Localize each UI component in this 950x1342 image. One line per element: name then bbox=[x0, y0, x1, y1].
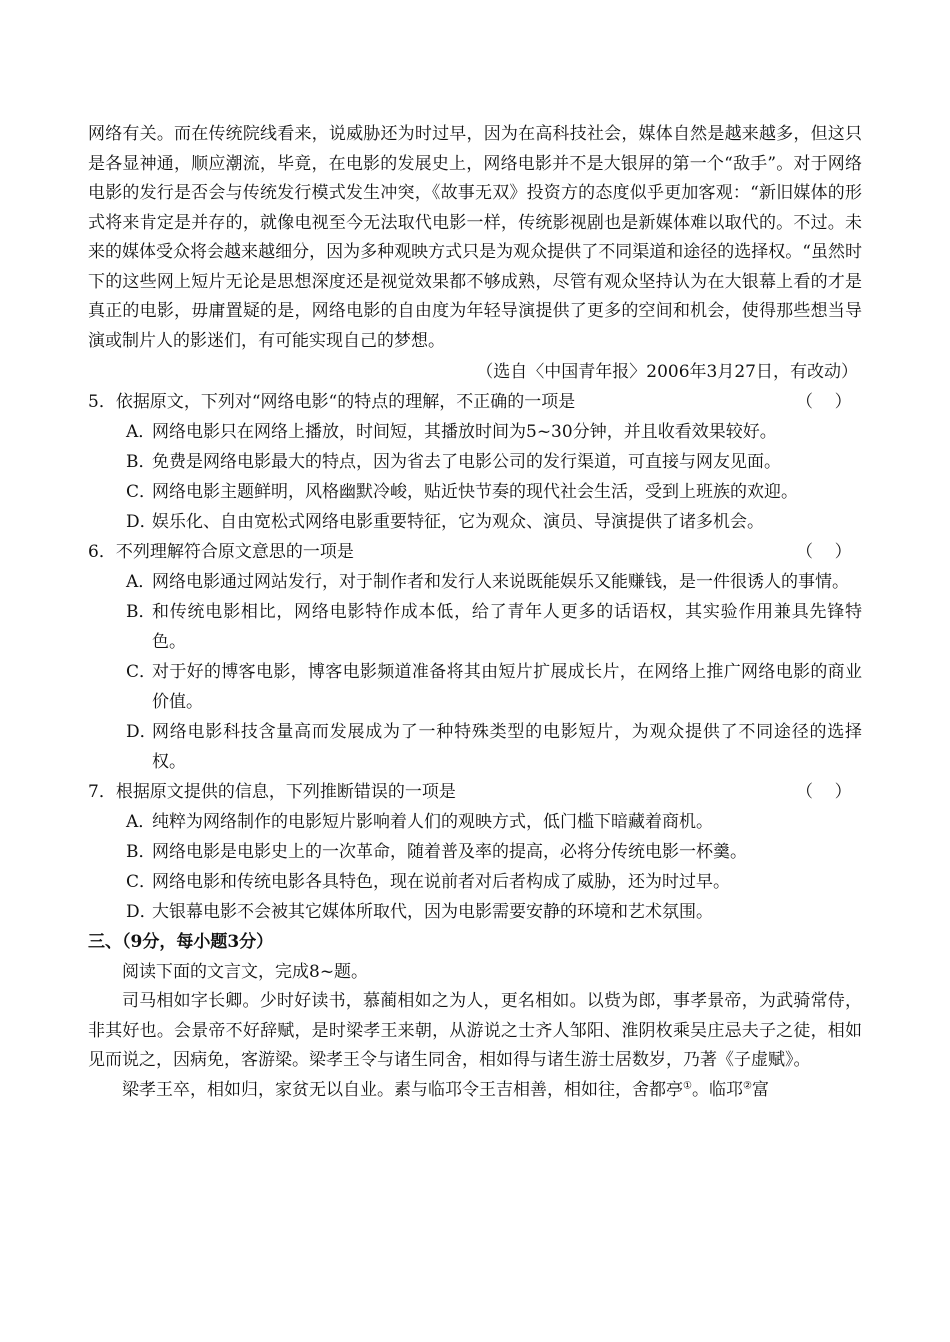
question-5 bbox=[88, 387, 862, 537]
answer-bracket: （ ） bbox=[796, 392, 852, 412]
option-6c: C． 对于好的博客电影，博客电影频道准备将其由短片扩展成长片，在网络上推广网络电影的商业价值。 bbox=[126, 662, 862, 712]
option-7b: B． 网络电影是电影史上的一次革命，随着普及率的提高，必将分传统电影一杯羹。 bbox=[126, 842, 747, 862]
option-6d: D． 网络电影科技含量高而发展成为了一种特殊类型的电影短片，为观众提供了不同途径的选择权。 bbox=[126, 722, 862, 772]
option-5c: C． 网络电影主题鲜明，风格幽默冷峻，贴近快节奏的现代社会生活，受到上班族的欢迎。 bbox=[126, 482, 798, 502]
question-6-stem: 6．不列理解符合原文意思的一项是 bbox=[88, 542, 354, 562]
footnote-1-marker: ① bbox=[683, 1079, 692, 1091]
section-3-heading: 三、（9分，每小题3分） bbox=[88, 932, 274, 952]
answer-bracket: （ ） bbox=[796, 782, 852, 802]
option-7c: C． 网络电影和传统电影各具特色，现在说前者对后者构成了威胁，还为时过早。 bbox=[126, 872, 730, 892]
option-5b: B． 免费是网络电影最大的特点，因为省去了电影公司的发行渠道，可直接与网友见面。 bbox=[126, 452, 781, 472]
question-6 bbox=[88, 537, 862, 777]
option-5a: A． 网络电影只在网络上播放，时间短，其播放时间为5~30分钟，并且收看效果较好。 bbox=[126, 422, 777, 442]
section-3-instruction: 阅读下面的文言文，完成8~题。 bbox=[122, 962, 369, 982]
option-6a: A． 网络电影通过网站发行，对于制作者和发行人来说既能娱乐又能赚钱，是一件很诱人的事情。 bbox=[126, 572, 849, 592]
source-citation: （选自〈中国青年报〉2006年3月27日，有改动） bbox=[476, 362, 858, 382]
footnote-2-marker: ② bbox=[742, 1079, 752, 1091]
passage-paragraph: 网络有关。而在传统院线看来，说威胁还为时过早，因为在高科技社会，媒体自然是越来越多，但这只是各显神通，顺应潮流，毕竟，在电影的发展史上，网络电影并不是大银屏的第一个“敌手”。对于网络电影的发行是否会与传统发行模式发生冲突，《故事无双》投资方的态度似乎更加客观：“新旧媒体的形式将来肯定是并存的，就像电视至今无法取代电影一样，传统影视剧也是新媒体难以取代的。不过。未来的媒体受众将会越来越细分，因为多种观映方式只是为观众提供了不同渠道和途径的选择权。“虽然时下的这些网上短片无论是思想深度还是视觉效果都不够成熟，尽管有观众坚持认为在大银幕上看的才是真正的电影，毋庸置疑的是，网络电影的自由度为年轻导演提供了更多的空间和机会，使得那些想当导演或制片人的影迷们，有可能实现自己的梦想。 bbox=[88, 124, 862, 351]
answer-bracket: （ ） bbox=[796, 542, 852, 562]
question-7 bbox=[88, 777, 862, 927]
question-7-stem: 7．根据原文提供的信息，下列推断错误的一项是 bbox=[88, 782, 456, 802]
option-7a: A． 纯粹为网络制作的电影短片影响着人们的观映方式，低门槛下暗藏着商机。 bbox=[126, 812, 713, 832]
option-5d: D． 娱乐化、自由宽松式网络电影重要特征，它为观众、演员、导演提供了诸多机会。 bbox=[126, 512, 764, 532]
question-5-stem: 5．依据原文，下列对“网络电影“的特点的理解，不正确的一项是 bbox=[88, 392, 576, 412]
classical-paragraph-1: 司马相如字长卿。少时好读书，慕蔺相如之为人，更名相如。以赀为郎，事孝景帝，为武骑常侍，非其好也。会景帝不好辞赋，是时梁孝王来朝，从游说之士齐人邹阳、淮阴枚乘吴庄忌夫子之徒，相如见而说之，因病免，客游梁。梁孝王令与诸生同舍，相如得与诸生游士居数岁，乃著《子虚赋》。 bbox=[88, 991, 862, 1070]
option-6b: B． 和传统电影相比，网络电影特作成本低，给了青年人更多的话语权，其实验作用兼具先锋特色。 bbox=[126, 602, 862, 652]
option-7d: D． 大银幕电影不会被其它媒体所取代，因为电影需要安静的环境和艺术氛围。 bbox=[126, 902, 713, 922]
classical-paragraph-2: 梁孝王卒，相如归，家贫无以自业。素与临邛令王吉相善，相如往，舍都亭①。临邛②富 bbox=[122, 1079, 769, 1100]
